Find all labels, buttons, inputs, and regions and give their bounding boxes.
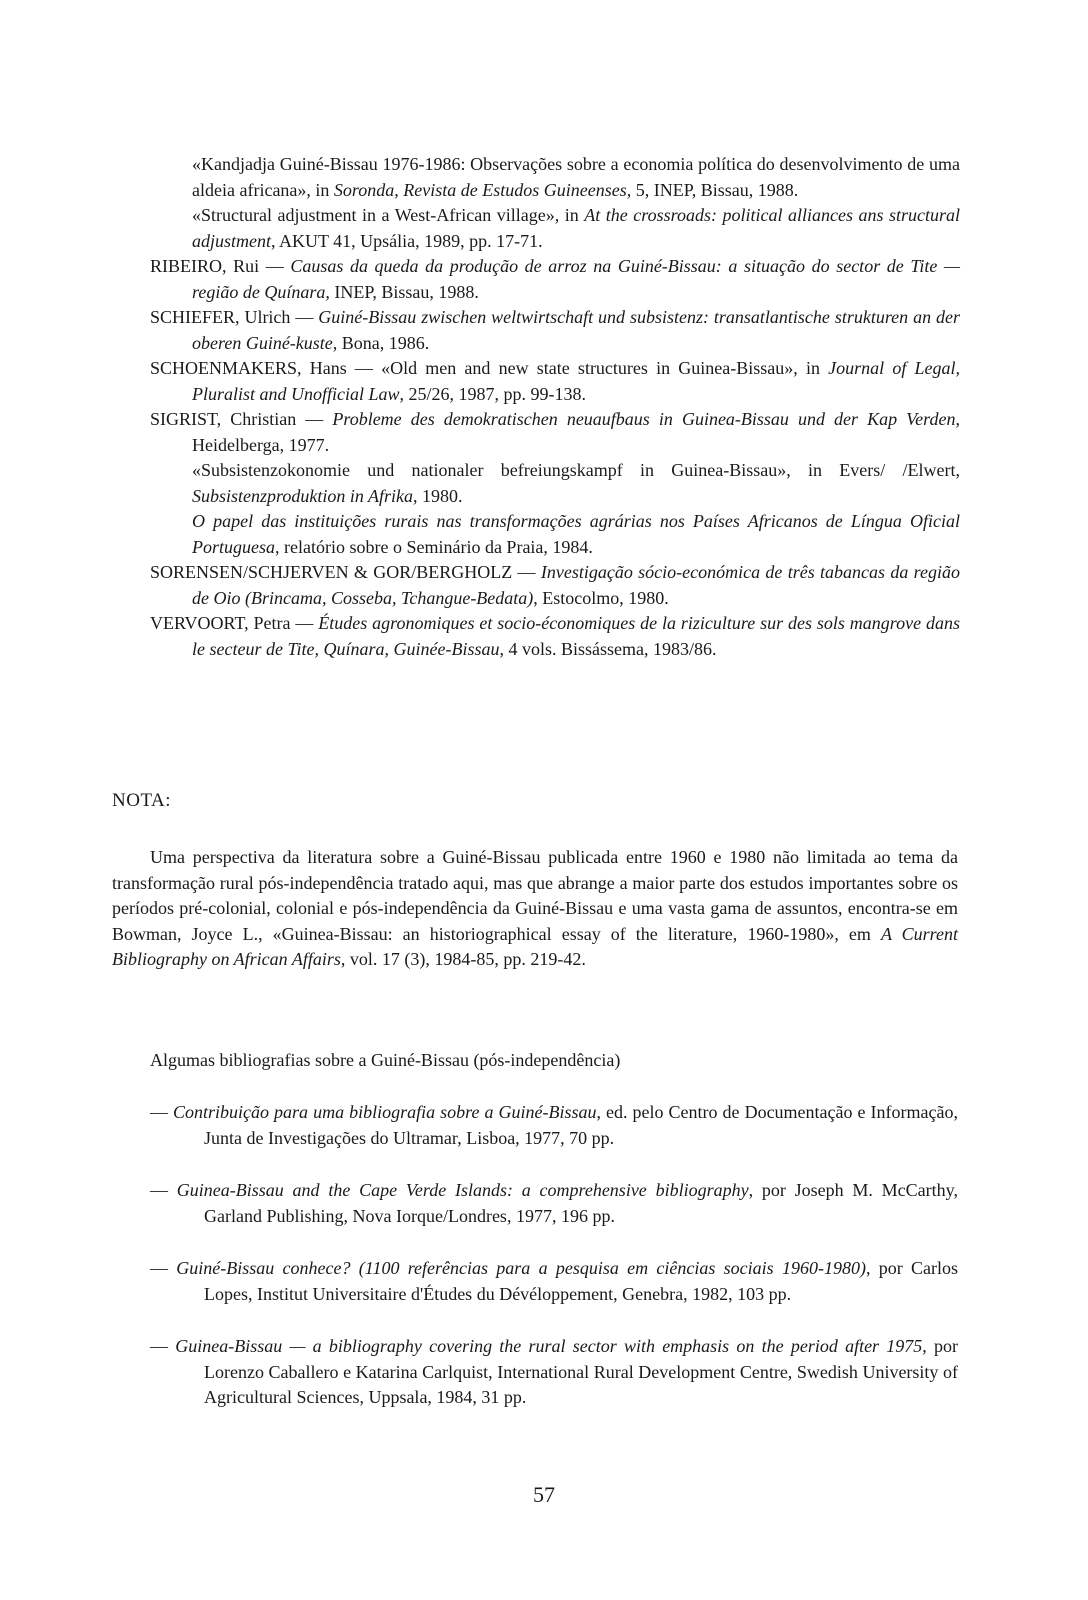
text-run: , AKUT 41, Upsália, 1989, pp. 17-71. [271, 230, 543, 251]
page-number: 57 [533, 1482, 555, 1507]
reference-entry [150, 611, 960, 662]
text-run: , relatório sobre o Seminário da Praia, 1984. [275, 536, 593, 557]
nota-paragraph [112, 845, 958, 973]
text-run: «Kandjadja Guiné-Bissau 1976-1986: Observações sobre a economia política do desenvolvimento de uma aldeia africana», in [192, 154, 960, 200]
text-run: SORENSEN/SCHJERVEN & GOR/BERGHOLZ — [150, 562, 541, 582]
italic-title: Guinea-Bissau and the Cape Verde Islands: a comprehensive bibliography [176, 1180, 749, 1200]
text-run: , INEP, Bissau, 1988. [325, 281, 479, 302]
italic-title: O papel das instituições rurais nas transformações agrárias nos Países Africanos de Língua Oficial Portuguesa [192, 511, 960, 557]
reference-entry [150, 203, 960, 254]
italic-title: Investigação sócio-económica de três tabancas da região de Oio (Brincama, Cosseba, Tchangue-Bedata) [192, 562, 960, 608]
reference-entry [150, 305, 960, 356]
text-run: RIBEIRO, Rui — [150, 256, 291, 276]
text-run: — [150, 1336, 176, 1356]
italic-title: A Current Bibliography on African Affairs [112, 923, 958, 969]
text-run: , por Joseph M. McCarthy, Garland Publishing, Nova Iorque/Londres, 1977, 196 pp. [204, 1180, 958, 1226]
text-run: SCHIEFER, Ulrich — [150, 307, 319, 327]
text-run: — [150, 1180, 177, 1200]
italic-title: Causas da queda da produção de arroz na Guiné-Bissau: a situação do sector de Tite — região de Quínara [192, 256, 961, 302]
text-run: , ed. pelo Centro de Documentação e Informação, Junta de Investigações do Ultramar, Lisboa, 1977, 70 pp. [204, 1102, 958, 1148]
reference-entry [150, 458, 960, 509]
bibliographies-list [150, 1100, 958, 1438]
text-run: , Estocolmo, 1980. [533, 587, 669, 608]
text-run: «Subsistenzokonomie und nationaler befreiungskampf in Guinea-Bissau», in Evers/ /Elwert, [192, 460, 960, 480]
text-run: SCHOENMAKERS, Hans — «Old men and new state structures in Guinea-Bissau», in [150, 358, 829, 378]
bibliographies-heading: Algumas bibliografias sobre a Guiné-Bissau (pós-independência) [150, 1050, 621, 1070]
text-run: , Bona, 1986. [332, 332, 430, 353]
text-run: — [150, 1102, 174, 1122]
italic-title: At the crossroads: political alliances ans structural adjustment [192, 205, 961, 251]
text-run: , 4 vols. Bissássema, 1983/86. [499, 638, 717, 659]
italic-title: Contribuição para uma bibliografia sobre a Guiné-Bissau [173, 1102, 597, 1122]
italic-title: Soronda, Revista de Estudos Guineenses [333, 179, 627, 200]
reference-entry [150, 407, 960, 458]
italic-title: Subsistenzproduktion in Afrika [192, 485, 414, 506]
text-run: «Structural adjustment in a West-African village», in [192, 205, 585, 225]
bibliography-item [150, 1256, 958, 1307]
text-run: , 1980. [413, 485, 463, 506]
italic-title: Probleme des demokratischen neuaufbaus in Guinea-Bissau und der Kap Verden [332, 409, 956, 429]
bibliography-item [150, 1178, 958, 1229]
text-run: Uma perspectiva da literatura sobre a Guiné-Bissau publicada entre 1960 e 1980 não limitada ao tema da transformação rural pós-independência tratado aqui, mas que abrange a maior parte dos estudos importantes sobre os períodos pré-colonial, colonial e pós-independência da Guiné-Bissau e uma vasta gama de assuntos, encontra-se em Bowman, Joyce L., «Guinea-Bissau: an historiographical essay of the literature, 1960-1980», em [112, 847, 958, 944]
reference-entry [150, 152, 960, 203]
text-run: , vol. 17 (3), 1984-85, pp. 219-42. [340, 949, 586, 969]
reference-entry [150, 560, 960, 611]
reference-entry [150, 509, 960, 560]
text-run: , Heidelberga, 1977. [192, 409, 960, 455]
reference-entry [150, 356, 960, 407]
text-run: VERVOORT, Petra — [150, 613, 319, 633]
text-run: SIGRIST, Christian — [150, 409, 333, 429]
italic-title: Guiné-Bissau conhece? (1100 referências para a pesquisa em ciências sociais 1960-1980) [176, 1258, 866, 1278]
bibliography-item [150, 1100, 958, 1151]
text-run: , por Carlos Lopes, Institut Universitaire d'Études du Dévéloppement, Genebra, 1982, 103 pp. [204, 1258, 958, 1304]
text-run: — [150, 1258, 177, 1278]
italic-title: Études agronomiques et socio-économiques de la riziculture sur des sols mangrove dans le secteur de Tite, Quínara, Guinée-Bissau [192, 613, 960, 659]
italic-title: Guiné-Bissau zwischen weltwirtschaft und subsistenz: transatlantische strukturen an der oberen Guiné-kuste [192, 307, 960, 353]
text-run: , por Lorenzo Caballero e Katarina Carlquist, International Rural Development Centre, Swedish University of Agricultural Sciences, Uppsala, 1984, 31 pp. [204, 1336, 958, 1407]
bibliography-item [150, 1334, 958, 1411]
text-run: , 5, INEP, Bissau, 1988. [626, 179, 799, 200]
reference-entry [150, 254, 960, 305]
reference-list [150, 152, 960, 662]
nota-label: NOTA: [112, 790, 172, 811]
text-run: , 25/26, 1987, pp. 99-138. [399, 383, 587, 404]
italic-title: Guinea-Bissau — a bibliography covering the rural sector with emphasis on the period after 1975 [175, 1336, 923, 1356]
italic-title: Journal of Legal, Pluralist and Unofficial Law [192, 358, 961, 404]
